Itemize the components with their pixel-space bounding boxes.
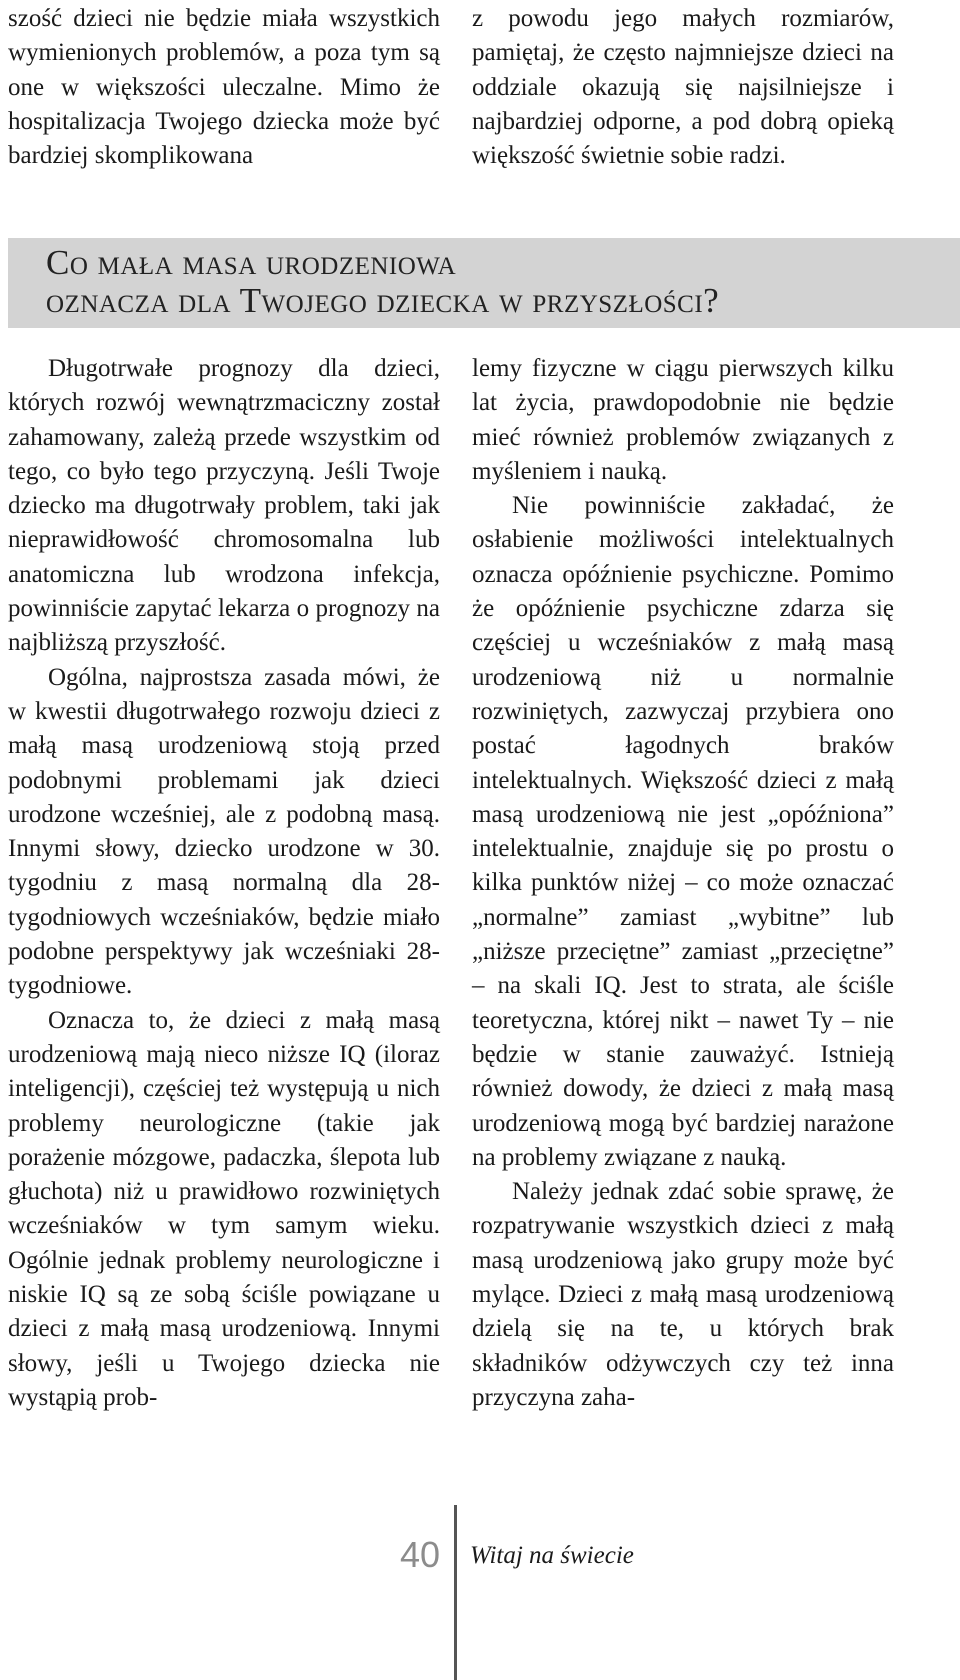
paragraph-2: Nie powinniście zakładać, że osłabienie możliwości intelektualnych oznacza opóźnienie psychiczne. Pomimo że opóźnienie psychiczne zdarza się częściej u wcześniaków z małą masą urodzeniową niż u normalnie rozwiniętych, zazwyczaj przybiera ono postać łagodnych braków intelektualnych. Większość dzieci z małą masą urodzeniową nie jest „opóźniona” intelektualnie, znajduje się po prostu o kilka punktów niżej – co może oznaczać „normalne” zamiast „wybitne” lub „niższe przeciętne” zamiast „przeciętne” – na skali IQ. Jest to strata, ale ściśle teoretyczna, której nikt – nawet Ty – nie będzie w stanie zauważyć. Istnieją również dowody, że dzieci z małą masą urodzeniową mogą być bardziej narażone na problemy związane z nauką. [472,492,894,1171]
paragraph-2: Ogólna, najprostsza zasada mówi, że w kwestii długotrwałego rozwoju dzieci z małą masą urodzeniową stoją przed podobnymi problemami jak dzieci urodzone wcześniej, ale z podobną masą. Innymi słowy, dziecko urodzone w 30. tygodniu z masą normalną dla 28-tygodniowych wcześniaków, będzie miało podobne perspektywy jak wcześniaki 28-tygodniowe. [8,663,440,1000]
top-left-column [8,2,440,173]
continued-paragraph: z powodu jego małych rozmiarów, pamiętaj, że często najmniejsze dzieci na oddziale okazują się najsilniejsze i najbardziej odporne, a pod dobrą opieką większość świetnie sobie radzi. [472,5,894,170]
section-heading [46,244,926,320]
paragraph-1: Długotrwałe prognozy dla dzieci, których rozwój wewnątrzmaciczny został zahamowany, zależą przede wszystkim od tego, co było tego przyczyną. Jeśli Twoje dziecko ma długotrwały problem, taki jak nieprawidłowość chromosomalna lub anatomiczna lub wrodzona infekcja, powinniście zapytać lekarza o prognozy na najbliższą przyszłość. [8,355,440,657]
footer-divider [454,1505,457,1680]
page-number: 40 [400,1534,441,1575]
paragraph-3: Należy jednak zdać sobie sprawę, że rozpatrywanie wszystkich dzieci z małą masą urodzeniową jako grupy może być mylące. Dzieci z małą masą urodzeniową dzielą się na te, u których brak składników odżywczych czy też inna przyczyna zaha- [472,1178,894,1411]
right-column [472,352,894,1415]
left-column [8,352,440,1415]
paragraph-3: Oznacza to, że dzieci z małą masą urodzeniową mają nieco niższe IQ (iloraz inteligencji), częściej też występują u nich problemy neurologiczne (takie jak porażenie mózgowe, padaczka, ślepota lub głuchota) niż u prawidłowo rozwiniętych wcześniaków w tym samym wieku. Ogólnie jednak problemy neurologiczne i niskie IQ są ze sobą ściśle powiązane u dzieci z małą masą urodzeniową. Innymi słowy, jeśli u Twojego dziecka nie wystąpią prob- [8,1006,440,1411]
continued-paragraph: szość dzieci nie będzie miała wszystkich wymienionych problemów, a poza tym są one w większości uleczalne. Mimo że hospitalizacja Twojego dziecka może być bardziej skomplikowana [8,5,440,170]
heading-line-1: Co mała masa urodzeniowa [46,243,457,282]
paragraph-continued: lemy fizyczne w ciągu pierwszych kilku lat życia, prawdopodobnie nie będzie mieć również problemów związanych z myśleniem i nauką. [472,355,894,485]
heading-line-2: oznacza dla Twojego dziecka w przyszłości? [46,281,720,320]
top-right-column [472,2,894,173]
running-footer-title: Witaj na świecie [470,1542,634,1569]
